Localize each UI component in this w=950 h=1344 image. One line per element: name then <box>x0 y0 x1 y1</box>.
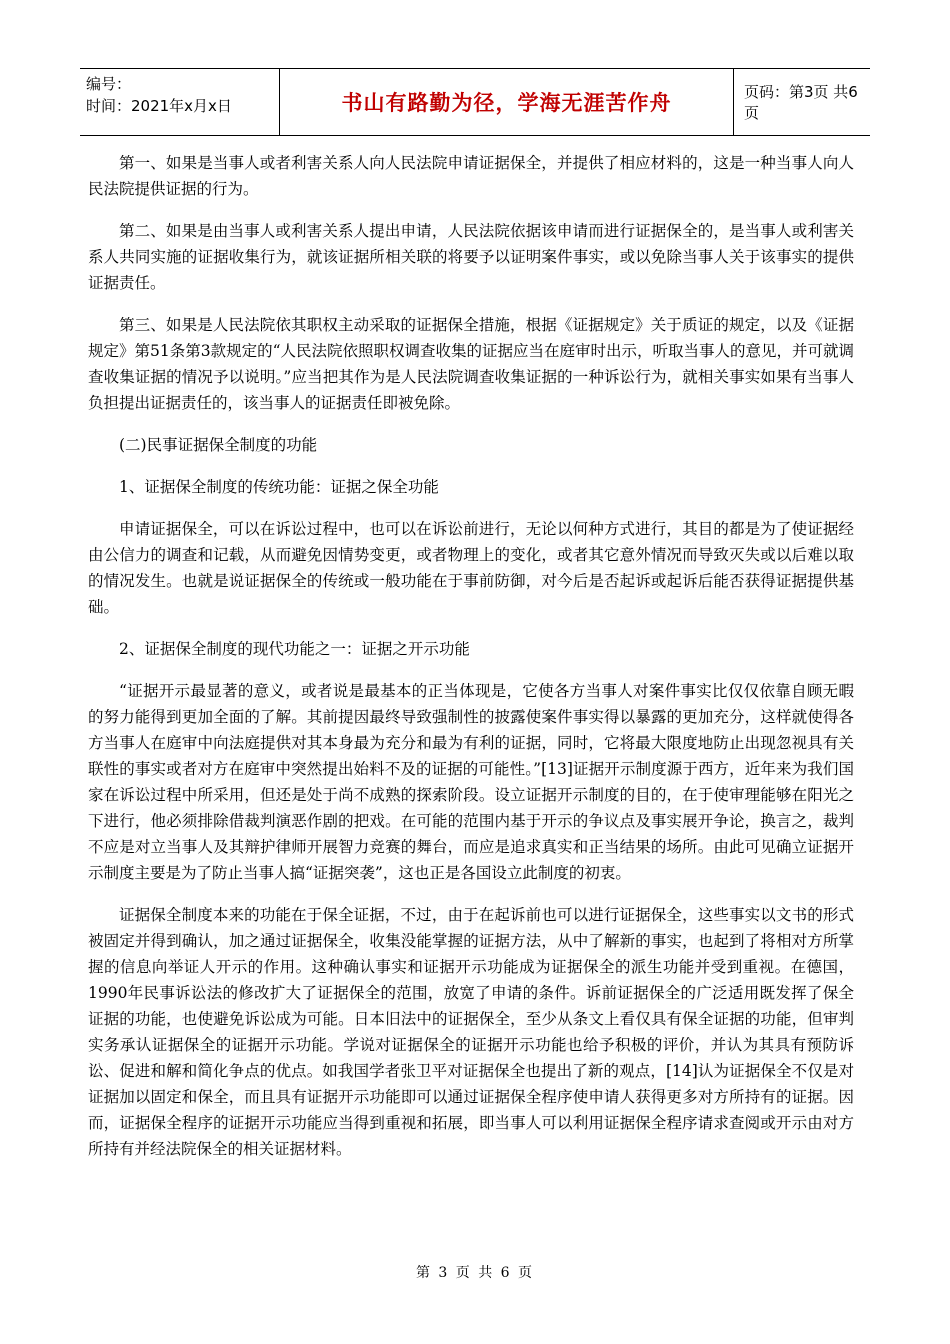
paragraph-2: 第二、如果是由当事人或利害关系人提出申请，人民法院依据该申请而进行证据保全的，是当事人或利害关系人共同实施的证据收集行为，就该证据所相关联的将要予以证明案件事实，或以免除当事人关于该事实的提供证据责任。 <box>88 222 854 292</box>
header-page-info: 页码：第3页 共6页 <box>744 83 858 122</box>
page-footer: 第 3 页 共 6 页 <box>415 1265 535 1281</box>
paragraph-4: 申请证据保全，可以在诉讼过程中，也可以在诉讼前进行，无论以何种方式进行，其目的都是为了使证据经由公信力的调查和记载，从而避免因情势变更，或者物理上的变化，或者其它意外情况而导致灭失或以后难以取的情况发生。也就是说证据保全的传统或一般功能在于事前防御，对今后是否起诉或起诉后能否获得证据提供基础。 <box>88 520 854 616</box>
header-motto: 书山有路勤为径，学海无涯苦作舟 <box>280 69 734 135</box>
document-body <box>88 150 854 1178</box>
subheading-1: 1、证据保全制度的传统功能：证据之保全功能 <box>119 478 439 496</box>
paragraph-1: 第一、如果是当事人或者利害关系人向人民法院申请证据保全，并提供了相应材料的，这是一种当事人向人民法院提供证据的行为。 <box>88 154 854 198</box>
subheading-2: 2、证据保全制度的现代功能之一：证据之开示功能 <box>119 640 470 658</box>
paragraph-3: 第三、如果是人民法院依其职权主动采取的证据保全措施，根据《证据规定》关于质证的规定，以及《证据规定》第51条第3款规定的“人民法院依照职权调查收集的证据应当在庭审时出示，听取当事人的意见，并可就调查收集证据的情况予以说明。”应当把其作为是人民法院调查收集证据的一种诉讼行为，就相关事实如果有当事人负担提出证据责任的，该当事人的证据责任即被免除。 <box>88 316 855 412</box>
section-heading-2: (二)民事证据保全制度的功能 <box>119 436 318 454</box>
paragraph-6: 证据保全制度本来的功能在于保全证据，不过，由于在起诉前也可以进行证据保全，这些事实以文书的形式被固定并得到确认，加之通过证据保全，收集没能掌握的证据方法，从中了解新的事实，也起到了将相对方所掌握的信息向举证人开示的作用。这种确认事实和证据开示功能成为证据保全的派生功能并受到重视。在德国，1990年民事诉讼法的修改扩大了证据保全的范围，放宽了申请的条件。诉前证据保全的广泛适用既发挥了保全证据的功能，也使避免诉讼成为可能。日本旧法中的证据保全，至少从条文上看仅具有保全证据的功能，但审判实务承认证据保全的证据开示功能。学说对证据保全的证据开示功能也给予积极的评价，并认为其具有预防诉讼、促进和解和简化争点的优点。如我国学者张卫平对证据保全也提出了新的观点，[14]认为证据保全不仅是对证据加以固定和保全，而且具有证据开示功能即可以通过证据保全程序使申请人获得更多对方所持有的证据。因而，证据保全程序的证据开示功能应当得到重视和拓展，即当事人可以利用证据保全程序请求查阅或开示由对方所持有并经法院保全的相关证据材料。 <box>88 906 854 1158</box>
page-header <box>80 68 870 136</box>
header-meta <box>80 69 280 135</box>
paragraph-5: “证据开示最显著的意义，或者说是最基本的正当体现是，它使各方当事人对案件事实比仅仅依靠自顾无暇的努力能得到更加全面的了解。其前提因最终导致强制性的披露使案件事实得以暴露的更加充分，这样就使得各方当事人在庭审中向法庭提供对其本身最为充分和最为有利的证据，同时，它将最大限度地防止出现忽视具有关联性的事实或者对方在庭审中突然提出始料不及的证据的可能性。”[13]证据开示制度源于西方，近年来为我们国家在诉讼过程中所采用，但还是处于尚不成熟的探索阶段。设立证据开示制度的目的，在于使审理能够在阳光之下进行，他必须排除借裁判演恶作剧的把戏。在可能的范围内基于开示的争议点及事实展开争论，换言之，裁判不应是对立当事人及其辩护律师开展智力竞赛的舞台，而应是追求真实和正当结果的场所。由此可见确立证据开示制度主要是为了防止当事人搞“证据突袭”，这也正是各国设立此制度的初衷。 <box>88 682 854 882</box>
document-date: 时间：2021年x月x日 <box>86 97 232 115</box>
document-number-label: 编号： <box>86 75 132 93</box>
